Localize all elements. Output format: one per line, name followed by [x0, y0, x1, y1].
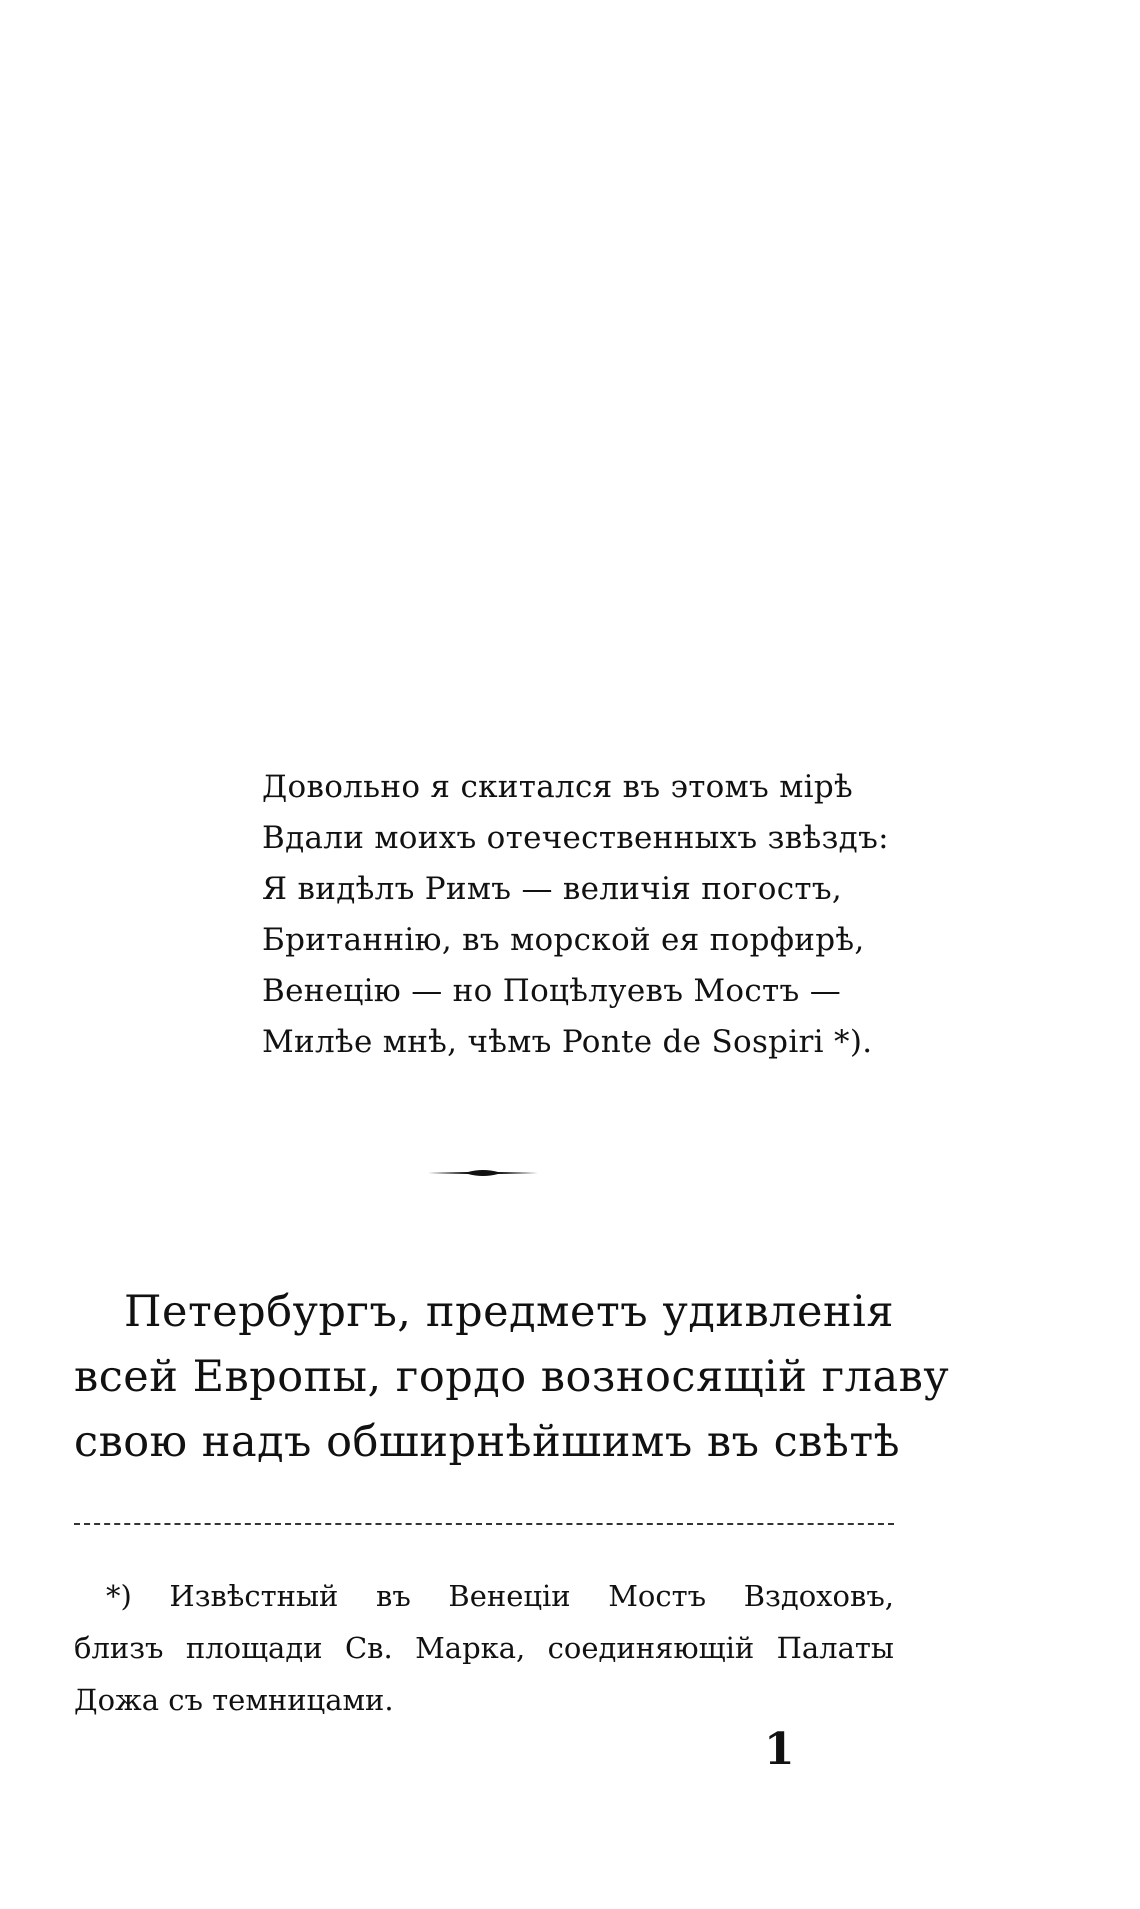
- epigraph-line: Милѣе мнѣ, чѣмъ Ponte de Sospiri *).: [262, 1024, 873, 1060]
- body-paragraph: [74, 1280, 950, 1475]
- epigraph-line: Венецію — но Поцѣлуевъ Мостъ —: [262, 973, 841, 1009]
- paragraph-line: всей Европы, гордо возносящій главу: [74, 1352, 950, 1402]
- epigraph-line: Я видѣлъ Римъ — величія погостъ,: [262, 871, 843, 907]
- footnote-line: *) Извѣстный въ Венеціи Мостъ Вздоховъ,: [106, 1579, 894, 1613]
- epigraph-line: Вдали моихъ отечественныхъ звѣздъ:: [262, 820, 889, 856]
- footnote-line: Дожа съ темницами.: [74, 1683, 394, 1717]
- page-number: 1: [764, 1724, 795, 1775]
- epigraph-poem: [262, 762, 912, 1068]
- footnote: [74, 1570, 894, 1726]
- footnote-line: близъ площади Св. Марка, соединяющій Палаты: [74, 1631, 894, 1665]
- epigraph-line: Британнію, въ морской ея порфирѣ,: [262, 922, 865, 958]
- footnote-separator: [74, 1523, 894, 1525]
- paragraph-line: свою надъ обширнѣйшимъ въ свѣтѣ: [74, 1417, 901, 1467]
- paragraph-line: Петербургъ, предметъ удивленія: [124, 1287, 894, 1337]
- ornament-divider: [428, 1164, 538, 1182]
- epigraph-line: Довольно я скитался въ этомъ мірѣ: [262, 769, 853, 805]
